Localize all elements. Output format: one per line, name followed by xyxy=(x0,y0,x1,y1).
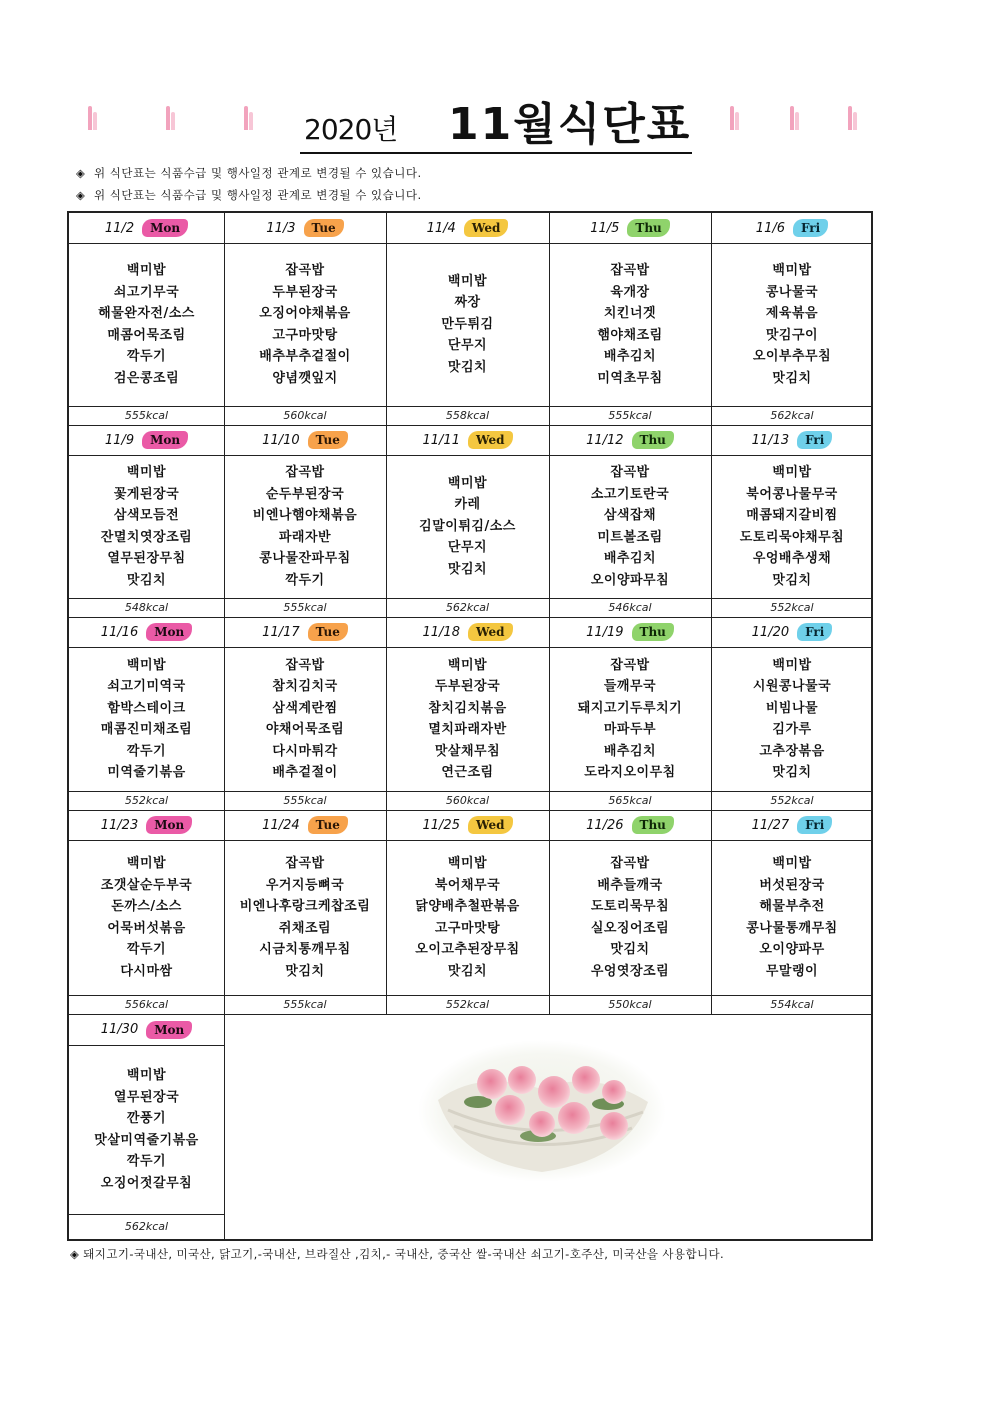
menu-item: 백미밥 xyxy=(772,263,812,278)
title-main: 11월식단표 xyxy=(448,99,692,150)
menu-item: 열무된장무침 xyxy=(107,551,186,566)
grid-line xyxy=(224,1014,225,1239)
date-label: 11/5 xyxy=(590,220,620,236)
day-header xyxy=(69,1014,224,1045)
menu-item: 잡곡밥 xyxy=(610,856,650,871)
weekday-badge: Wed xyxy=(464,219,509,237)
diamond-icon: ◈ xyxy=(76,188,86,202)
menu-item: 매콤돼지갈비찜 xyxy=(746,508,838,523)
menu-item: 버섯된장국 xyxy=(759,877,825,893)
kcal-label: 555kcal xyxy=(283,794,327,807)
menu-item: 어묵버섯볶음 xyxy=(107,920,186,936)
menu-item: 시금치통깨무침 xyxy=(259,942,351,957)
menu-item: 삼색잡채 xyxy=(603,508,657,523)
menu-item: 야채어묵조림 xyxy=(265,722,345,737)
date-label: 11/11 xyxy=(422,432,460,448)
menu-item: 삼색계란찜 xyxy=(272,700,338,716)
menu-item: 열무된장국 xyxy=(113,1089,180,1105)
menu-items xyxy=(386,840,549,995)
day-header xyxy=(224,810,386,840)
menu-items xyxy=(386,647,549,791)
menu-item: 오이고추된장무침 xyxy=(415,942,520,957)
menu-item: 멸치파래자반 xyxy=(428,722,507,737)
menu-item: 도토리묵무침 xyxy=(590,899,670,914)
menu-item: 고구마맛탕 xyxy=(272,327,338,343)
date-label: 11/12 xyxy=(586,432,624,448)
weekday-badge: Wed xyxy=(468,431,513,449)
menu-items xyxy=(224,840,386,995)
menu-item: 백미밥 xyxy=(447,475,488,491)
menu-item: 제육볶음 xyxy=(765,306,819,321)
menu-item: 배추들깨국 xyxy=(597,877,663,893)
menu-item: 마파두부 xyxy=(603,722,657,737)
date-label: 11/23 xyxy=(100,817,139,833)
menu-item: 배추김치 xyxy=(603,551,657,566)
menu-item: 순두부된장국 xyxy=(265,486,345,502)
kcal-label: 562kcal xyxy=(770,409,814,422)
weekday-badge: Mon xyxy=(146,1021,192,1039)
kcal-label: 555kcal xyxy=(124,409,169,422)
menu-item: 맛김치 xyxy=(772,572,812,588)
menu-item: 들깨무국 xyxy=(603,679,657,694)
menu-items xyxy=(224,647,386,791)
menu-item: 짜장 xyxy=(454,295,481,311)
date-label: 11/13 xyxy=(751,432,790,448)
menu-items xyxy=(386,455,549,598)
menu-item: 맛김구이 xyxy=(765,327,819,343)
kcal-label: 560kcal xyxy=(445,794,490,807)
menu-item: 다시마쌈 xyxy=(120,963,173,979)
menu-item: 매콤진미채조림 xyxy=(100,722,193,737)
day-header xyxy=(711,425,873,455)
menu-item: 배추김치 xyxy=(603,743,657,759)
menu-item: 맛김치 xyxy=(447,561,488,577)
menu-item: 백미밥 xyxy=(447,273,488,289)
day-header xyxy=(386,425,549,455)
date-label: 11/2 xyxy=(104,220,135,236)
menu-items xyxy=(386,243,549,406)
menu-item: 미트볼조림 xyxy=(597,529,663,545)
menu-item: 만두튀김 xyxy=(441,316,494,332)
kcal-label: 552kcal xyxy=(445,998,490,1011)
date-label: 11/9 xyxy=(104,432,135,448)
date-label: 11/19 xyxy=(586,624,624,640)
menu-item: 미역줄기볶음 xyxy=(107,765,186,780)
menu-item: 삼색모듬전 xyxy=(113,508,180,523)
menu-item: 두부된장국 xyxy=(272,284,338,300)
date-label: 11/18 xyxy=(422,624,460,640)
menu-item: 콩나물통깨무침 xyxy=(746,920,838,936)
menu-item: 백미밥 xyxy=(126,465,167,480)
menu-item: 우거지등뼈국 xyxy=(265,877,345,893)
menu-item: 백미밥 xyxy=(772,657,812,673)
tulip-decoration xyxy=(848,106,858,130)
kcal-label: 565kcal xyxy=(608,794,652,807)
origin-footer: ◈ 돼지고기-국내산, 미국산, 닭고기,-국내산, 브라질산 ,김치,- 국내산, 중국산 쌀-국내산 쇠고기-호주산, 미국산을 사용합니다. xyxy=(70,1247,725,1261)
menu-item: 콩나물잔파무침 xyxy=(259,551,351,566)
weekday-badge: Thu xyxy=(627,219,669,237)
menu-item: 맛살채무침 xyxy=(434,743,501,759)
menu-item: 쇠고기무국 xyxy=(113,284,180,300)
day-header xyxy=(69,810,224,840)
menu-item: 백미밥 xyxy=(772,465,812,480)
kcal-label: 562kcal xyxy=(124,1220,169,1233)
menu-items xyxy=(549,840,711,995)
day-header xyxy=(711,213,873,243)
weekday-badge: Fri xyxy=(793,219,828,237)
kcal-label: 552kcal xyxy=(124,794,169,807)
menu-item: 잔멸치엿장조림 xyxy=(100,529,193,545)
menu-item: 콩나물국 xyxy=(765,284,819,300)
weekday-badge: Tue xyxy=(308,623,348,641)
day-header xyxy=(69,617,224,647)
weekday-badge: Fri xyxy=(797,623,832,641)
menu-item: 고추장볶음 xyxy=(759,743,825,759)
menu-item: 미역초무침 xyxy=(597,370,663,386)
menu-items xyxy=(69,647,224,791)
date-label: 11/17 xyxy=(262,624,300,640)
menu-item: 우엉배추생채 xyxy=(752,551,832,566)
menu-item: 잡곡밥 xyxy=(610,263,650,278)
day-header xyxy=(224,425,386,455)
day-header xyxy=(69,213,224,243)
menu-item: 맛김치 xyxy=(610,942,650,957)
menu-item: 맛김치 xyxy=(447,359,488,375)
menu-item: 단무지 xyxy=(447,338,488,354)
kcal-label: 555kcal xyxy=(283,601,327,614)
menu-item: 매콤어묵조림 xyxy=(107,327,186,343)
weekday-badge: Wed xyxy=(468,623,513,641)
day-header xyxy=(69,425,224,455)
menu-item: 배추부추겉절이 xyxy=(259,349,351,364)
kcal-label: 555kcal xyxy=(608,409,652,422)
menu-item: 오징어젓갈무침 xyxy=(100,1175,193,1191)
menu-items xyxy=(711,647,873,791)
menu-item: 참치김치볶음 xyxy=(428,700,507,716)
day-header xyxy=(549,617,711,647)
menu-items xyxy=(711,455,873,598)
menu-item: 오이부추무침 xyxy=(752,349,832,364)
kcal-label: 552kcal xyxy=(770,601,814,614)
menu-item: 단무지 xyxy=(447,540,488,556)
menu-item: 꽃게된장국 xyxy=(113,486,180,502)
menu-item: 맛김치 xyxy=(447,963,488,979)
menu-item: 깐풍기 xyxy=(126,1111,167,1126)
menu-item: 우엉엿장조림 xyxy=(590,963,670,979)
menu-item: 오징어야채볶음 xyxy=(259,306,351,321)
date-label: 11/30 xyxy=(100,1022,139,1037)
menu-item: 백미밥 xyxy=(126,657,167,673)
menu-item: 잡곡밥 xyxy=(610,657,650,673)
menu-item: 육개장 xyxy=(610,284,650,300)
menu-item: 시원콩나물국 xyxy=(752,679,832,694)
menu-item: 치킨너겟 xyxy=(603,306,657,321)
menu-item: 닭양배추철판볶음 xyxy=(415,899,520,914)
menu-items xyxy=(224,243,386,406)
menu-item: 오이양파무침 xyxy=(590,572,670,588)
menu-item: 백미밥 xyxy=(447,657,488,673)
date-label: 11/26 xyxy=(586,817,624,833)
menu-item: 잡곡밥 xyxy=(285,657,325,673)
menu-item: 잡곡밥 xyxy=(285,263,325,278)
menu-item: 깍두기 xyxy=(126,1154,167,1169)
page-title xyxy=(300,96,700,154)
menu-items xyxy=(549,243,711,406)
menu-item: 맛살미역줄기볶음 xyxy=(94,1132,199,1148)
weekday-badge: Fri xyxy=(797,431,832,449)
day-header xyxy=(549,810,711,840)
menu-item: 북어콩나물무국 xyxy=(746,486,838,502)
day-header xyxy=(711,810,873,840)
menu-item: 깍두기 xyxy=(126,743,167,759)
weekday-badge: Tue xyxy=(308,816,348,834)
menu-item: 비빔나물 xyxy=(765,700,819,716)
title-year: 2020년 xyxy=(304,113,398,146)
weekday-badge: Thu xyxy=(632,816,674,834)
weekday-badge: Mon xyxy=(142,219,188,237)
menu-item: 고구마맛탕 xyxy=(434,920,501,936)
weekday-badge: Mon xyxy=(146,816,192,834)
menu-item: 실오징어조림 xyxy=(590,920,670,936)
tulip-decoration xyxy=(244,106,254,130)
menu-item: 쇠고기미역국 xyxy=(107,679,186,694)
notice-text: 위 식단표는 식품수급 및 행사일정 관계로 변경될 수 있습니다. xyxy=(94,188,422,202)
day-header xyxy=(386,617,549,647)
weekday-badge: Wed xyxy=(468,816,513,834)
weekday-badge: Mon xyxy=(142,431,188,449)
notice-line xyxy=(76,165,422,181)
menu-item: 잡곡밥 xyxy=(610,465,650,480)
day-header xyxy=(386,810,549,840)
kcal-label: 555kcal xyxy=(283,998,327,1011)
menu-item: 해물완자전/소스 xyxy=(98,306,195,321)
menu-item: 쥐채조림 xyxy=(278,920,332,936)
menu-item: 돈까스/소스 xyxy=(111,899,182,914)
day-header xyxy=(549,425,711,455)
menu-item: 도토리묵야채무침 xyxy=(739,529,845,545)
date-label: 11/10 xyxy=(262,432,300,448)
kcal-label: 560kcal xyxy=(283,409,327,422)
menu-item: 백미밥 xyxy=(126,856,167,871)
menu-items xyxy=(711,243,873,406)
menu-item: 잡곡밥 xyxy=(285,856,325,871)
menu-item: 백미밥 xyxy=(447,856,488,871)
menu-item: 돼지고기두루치기 xyxy=(577,700,683,716)
weekday-badge: Thu xyxy=(632,623,674,641)
kcal-label: 552kcal xyxy=(770,794,814,807)
weekday-badge: Tue xyxy=(304,219,344,237)
menu-item: 도라지오이무침 xyxy=(584,765,676,780)
menu-item: 맛김치 xyxy=(772,765,812,780)
tulip-decoration xyxy=(730,106,740,130)
menu-item: 카레 xyxy=(454,497,481,513)
date-label: 11/24 xyxy=(262,817,300,833)
menu-item: 햄야채조림 xyxy=(597,327,663,343)
menu-item: 참치김치국 xyxy=(272,679,338,694)
tulip-decoration xyxy=(790,106,800,130)
day-header xyxy=(224,213,386,243)
menu-item: 맛김치 xyxy=(772,370,812,386)
menu-item: 배추김치 xyxy=(603,349,657,364)
menu-item: 맛김치 xyxy=(126,572,167,588)
menu-item: 비엔나후랑크케찹조림 xyxy=(239,899,371,914)
menu-items xyxy=(711,840,873,995)
menu-item: 배추겉절이 xyxy=(272,765,338,780)
menu-item: 김가루 xyxy=(772,722,812,737)
kcal-label: 554kcal xyxy=(770,998,814,1011)
date-label: 11/27 xyxy=(751,817,790,833)
menu-item: 검은콩조림 xyxy=(113,370,180,386)
notice-text: 위 식단표는 식품수급 및 행사일정 관계로 변경될 수 있습니다. xyxy=(94,166,422,180)
kcal-label: 562kcal xyxy=(445,601,490,614)
title-underline xyxy=(300,152,692,154)
day-header xyxy=(711,617,873,647)
date-label: 11/20 xyxy=(751,624,790,640)
menu-item: 다시마튀각 xyxy=(272,743,338,759)
date-label: 11/4 xyxy=(426,220,456,236)
menu-item: 함박스테이크 xyxy=(107,700,186,716)
date-label: 11/3 xyxy=(266,220,296,236)
menu-item: 백미밥 xyxy=(772,856,812,871)
day-header xyxy=(224,617,386,647)
menu-item: 비엔나햄야채볶음 xyxy=(252,508,358,523)
diamond-icon: ◈ xyxy=(76,166,86,180)
menu-item: 백미밥 xyxy=(126,1068,167,1083)
menu-item: 오이양파무 xyxy=(759,942,825,957)
date-label: 11/16 xyxy=(100,624,139,640)
day-header xyxy=(549,213,711,243)
menu-items xyxy=(69,455,224,598)
kcal-label: 548kcal xyxy=(124,601,169,614)
date-label: 11/25 xyxy=(422,817,460,833)
tulip-decoration xyxy=(166,106,176,130)
menu-item: 양념깻잎지 xyxy=(272,370,338,386)
menu-item: 무말랭이 xyxy=(765,963,819,979)
menu-item: 김말이튀김/소스 xyxy=(419,518,516,534)
kcal-label: 558kcal xyxy=(445,409,490,422)
kcal-label: 550kcal xyxy=(608,998,652,1011)
menu-items xyxy=(69,243,224,406)
notice-line xyxy=(76,187,422,203)
weekday-badge: Thu xyxy=(632,431,674,449)
kcal-label: 556kcal xyxy=(124,998,169,1011)
menu-item: 맛김치 xyxy=(285,963,325,979)
menu-items xyxy=(549,647,711,791)
day-header xyxy=(386,213,549,243)
kcal-label: 546kcal xyxy=(608,601,652,614)
menu-item: 북어채무국 xyxy=(434,877,501,893)
menu-items xyxy=(224,455,386,598)
rose-basket-image xyxy=(418,1040,666,1182)
menu-item: 백미밥 xyxy=(126,263,167,278)
menu-item: 파래자반 xyxy=(278,529,332,545)
weekday-badge: Tue xyxy=(308,431,348,449)
tulip-decoration xyxy=(88,106,98,130)
menu-item: 해물부추전 xyxy=(759,899,825,914)
menu-item: 두부된장국 xyxy=(434,679,501,694)
menu-item: 깍두기 xyxy=(126,942,167,957)
menu-items xyxy=(69,1045,224,1214)
date-label: 11/6 xyxy=(755,220,785,236)
menu-item: 연근조림 xyxy=(441,765,494,780)
menu-item: 깍두기 xyxy=(285,572,325,588)
weekday-badge: Mon xyxy=(146,623,192,641)
menu-item: 잡곡밥 xyxy=(285,465,325,480)
menu-items xyxy=(69,840,224,995)
weekday-badge: Fri xyxy=(797,816,832,834)
menu-items xyxy=(549,455,711,598)
menu-item: 소고기토란국 xyxy=(590,486,670,502)
menu-item: 깍두기 xyxy=(126,349,167,364)
menu-item: 조갯살순두부국 xyxy=(100,877,193,893)
